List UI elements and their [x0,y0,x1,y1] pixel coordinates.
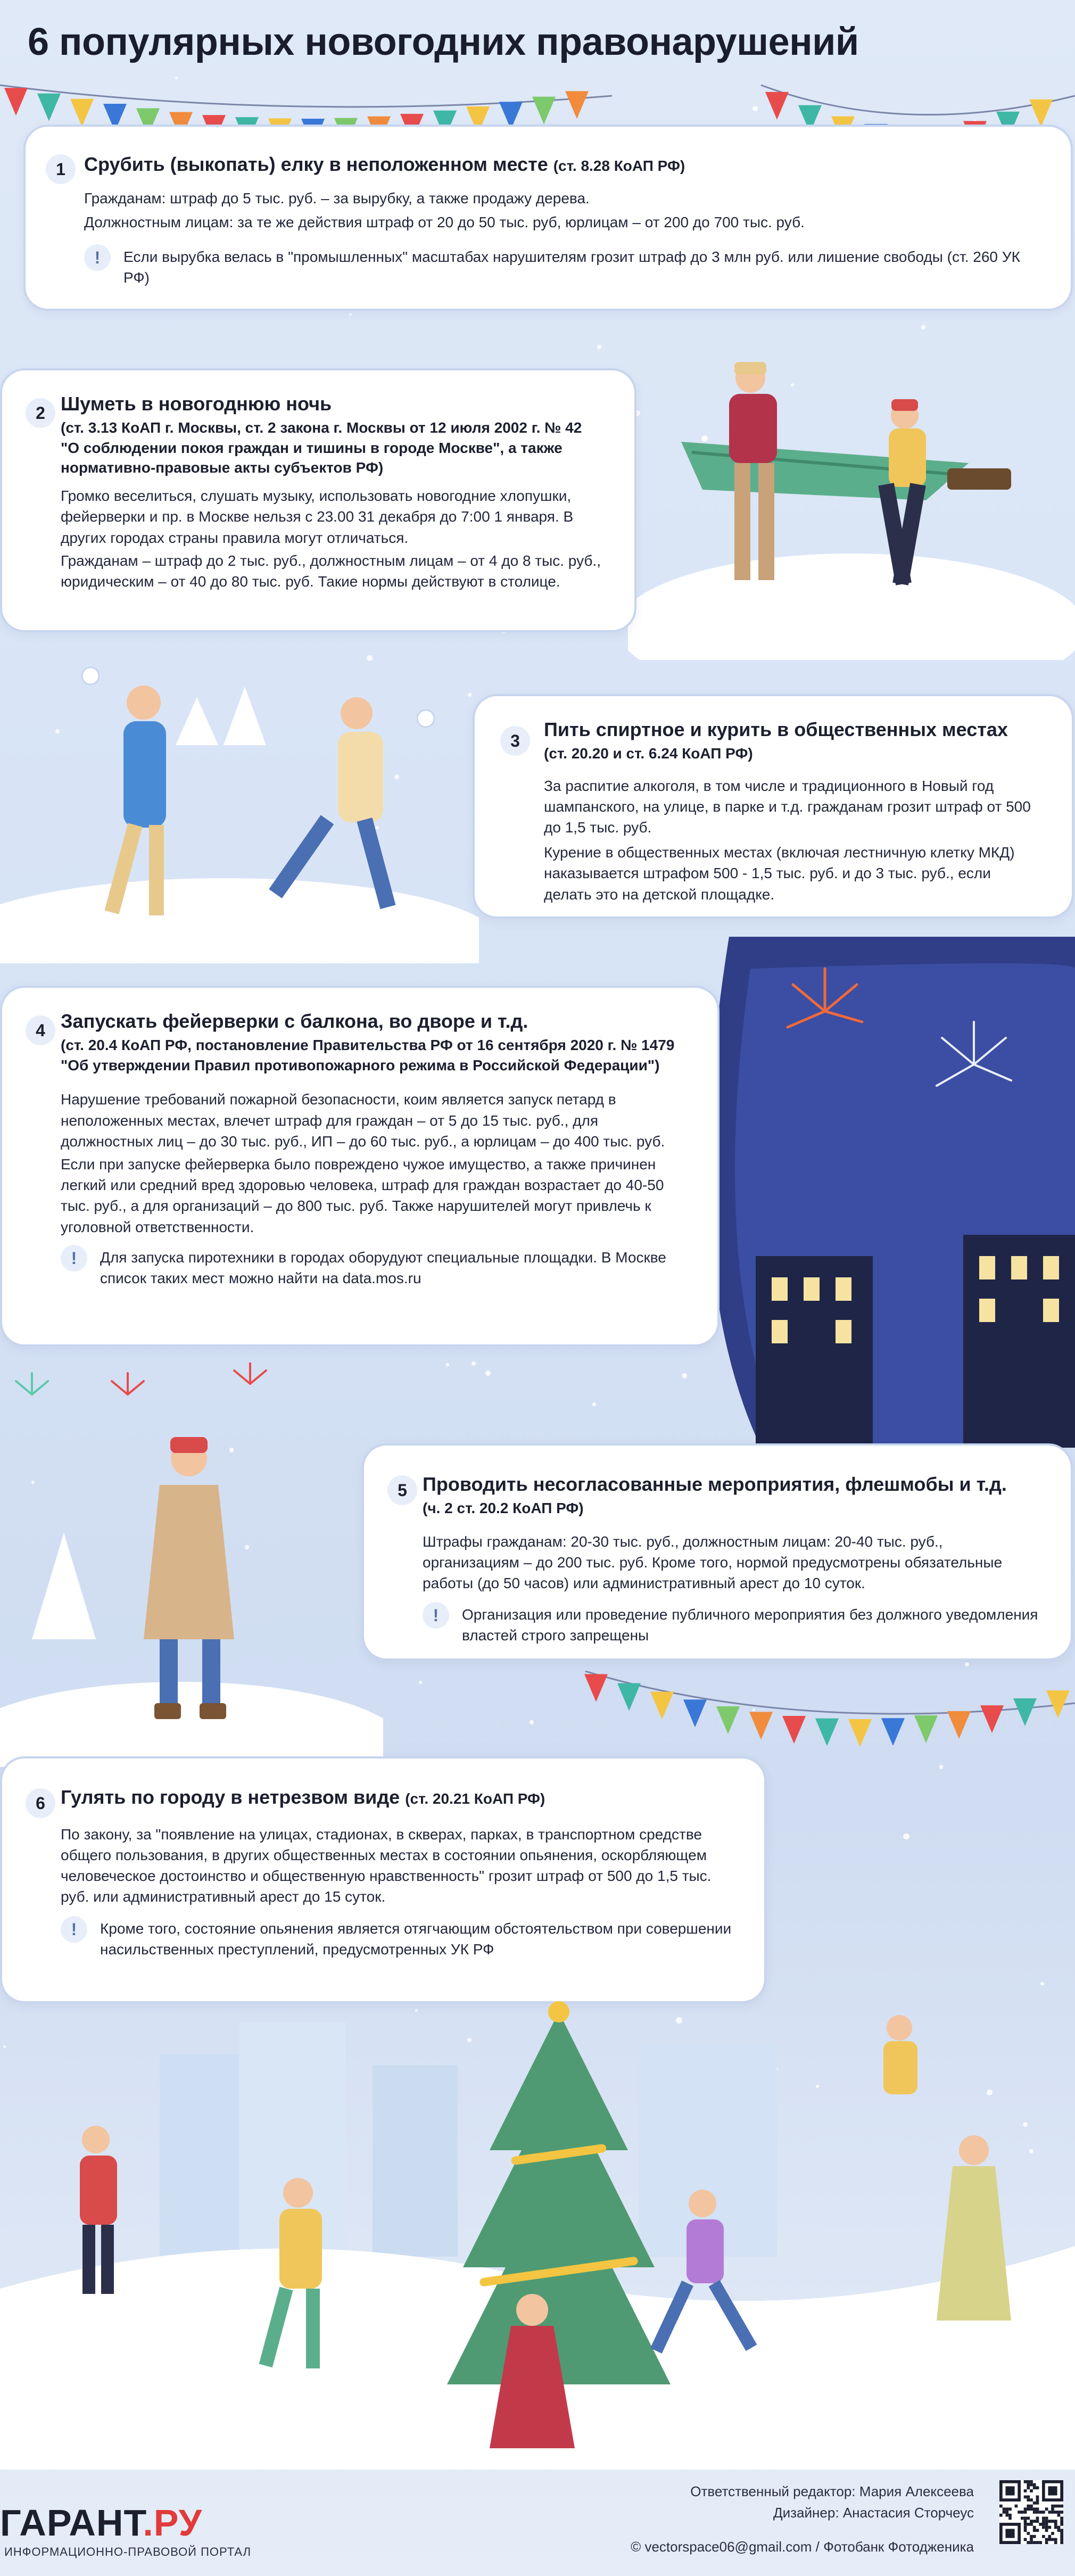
garland-flag [70,99,94,127]
item-text: Должностным лицам: за те же действия штраф от 20 до 50 тыс. руб, юрлицам – от 200 до 700 тыс. руб. [84,213,805,230]
garland-flag [37,94,61,121]
garland-flag [848,1719,872,1747]
garland-flag [881,1718,905,1746]
qr-code-icon[interactable] [999,2480,1063,2544]
item-text: Гражданам – штраф до 2 тыс. руб., должностным лицам – от 4 до 8 тыс. руб., юридическим – от 40 до 80 тыс. руб. Такие нормы действуют в столице. [61,552,601,590]
snowflake [592,1402,596,1406]
item-reference: (ст. 20.4 КоАП РФ, постановление Правительства РФ от 16 сентября 2020 г. № 1479 "Об утверждении Правил противопожарного режима в Российской Федерации") [61,1036,675,1074]
illustration-tree-carriers [628,330,1075,660]
item-card-6 [0,1756,766,2003]
garland-flag [980,1705,1004,1733]
illustration-sparklers [0,1363,383,1767]
item-text: Курение в общественных местах (включая лестничную клетку МКД) наказывается штрафом 500 - 1,5 тыс. руб. и до 3 тыс. руб., если делать это на детской площадке. [544,844,1015,903]
garant-logo[interactable]: ГАРАНТ.РУ [0,2502,203,2544]
item-note: ! Для запуска пиротехники в городах оборудуют специальные площадки. В Москве список таких мест можно найти на data.mos.ru [61,1245,685,1289]
illustration-snowball-fight [0,644,479,963]
snowflake [530,1720,533,1724]
item-card-1 [23,125,1073,311]
logo-tagline: ИНФОРМАЦИОННО-ПРАВОВОЙ ПОРТАЛ [4,2545,252,2558]
snowflake [349,313,352,316]
item-number: 6 [26,1788,55,1818]
snowflake [903,1834,909,1840]
garland-flag [716,1706,740,1734]
snowflake [446,1363,449,1366]
item-card-2 [0,368,636,632]
snowflake [965,1662,969,1666]
item-number: 2 [26,398,55,428]
snowflake [752,106,757,111]
item-title: Проводить несогласованные мероприятия, флешмобы и т.д. [423,1473,1007,1495]
snowflake [419,1681,422,1684]
item-title: Пить спиртное и курить в общественных местах [544,719,1008,740]
snowflake [921,325,925,329]
snowflake [972,120,977,125]
garland-flag [815,1719,839,1746]
garland-flag [683,1699,707,1727]
garland-flag [650,1692,674,1720]
illustration-city-celebration [0,1991,1075,2470]
garland-flag [565,91,589,119]
item-number: 3 [500,726,530,756]
snowflake [597,345,601,349]
item-text: Штрафы гражданам: 20-30 тыс. руб., должностным лицам: 20-40 тыс. руб., организациям – до 200 тыс. руб. Кроме того, нормой предусмотрены обязательные работы (до 50 часов) или административный арест до 10 суток. [423,1533,1003,1591]
snowflake [485,1370,491,1376]
exclamation-icon: ! [84,244,111,271]
exclamation-icon: ! [423,1602,449,1629]
item-card-5 [362,1443,1073,1661]
item-note: ! Организация или проведение публичного мероприятия без должного уведомления властей строго запрещены [423,1602,1039,1646]
garland-flag [1046,1690,1070,1718]
snowflake [939,1765,944,1769]
footer-editor: Ответственный редактор: Мария Алексеева [690,2483,974,2499]
garland-flag [782,1716,806,1744]
item-text: Если при запуске фейерверка было повреждено чужое имущество, а также причинен легкий или средний вред здоровью человека, штраф для граждан возрастает до 40-50 тыс. руб., а для организаций – до 800 тыс. руб. Также нарушителей могут привлечь к уголовной ответственности. [61,1155,664,1235]
item-text: Нарушение требований пожарной безопасности, коим является запуск петард в неположенных местах, влечет штраф для граждан – от 5 до 15 тыс. руб., для должностных лиц – до 30 тыс. руб., ИП – до 60 тыс. руб., а юрлицам – до 400 тыс. руб. [61,1091,665,1150]
garland-flag [532,97,556,125]
snowflake [1040,1982,1044,1986]
garland-flag [765,92,789,120]
item-title: Шуметь в новогоднюю ночь [61,393,332,415]
illustration-fireworks-city [665,937,1075,1448]
item-note: ! Если вырубка велась в "промышленных" масштабах нарушителям грозит штраф до 3 млн руб. или лишение свободы (ст. 260 УК РФ) [84,244,1039,288]
exclamation-icon: ! [61,1916,87,1943]
snowflake [175,77,178,79]
footer-credits: © vectorspace06@gmail.com / Фотобанк Фотодженика [631,2539,974,2555]
snowflake [472,1361,476,1366]
item-text: Громко веселиться, слушать музыку, использовать новогодние хлопушки, фейерверки и пр. в Москве нельзя с 23.00 31 декабря до 7:00 1 января. В других городах страны правила могут отличаться. [61,488,574,546]
garland-flag [4,88,28,115]
footer-designer: Дизайнер: Анастасия Сторчеус [773,2505,974,2521]
item-title: Срубить (выкопать) елку в неположенном месте (ст. 8.28 КоАП РФ) [84,153,685,175]
item-title: Гулять по городу в нетрезвом виде (ст. 20.21 КоАП РФ) [61,1786,545,1808]
exclamation-icon: ! [61,1245,87,1272]
page-title: 6 популярных новогодних правонарушений [28,21,859,63]
item-title: Запускать фейерверки с балкона, во дворе и т.д. [61,1010,528,1032]
garland-flag [584,1674,608,1702]
item-card-3 [473,694,1074,919]
garland-flag [947,1711,971,1739]
item-reference: (ч. 2 ст. 20.2 КоАП РФ) [423,1499,584,1516]
item-number: 1 [46,154,76,184]
garland-flag [1029,100,1053,127]
item-text: Гражданам: штраф до 5 тыс. руб. – за вырубку, а также продажу дерева. [84,189,590,207]
garland-flag [617,1683,641,1711]
item-text: По закону, за "появление на улицах, стадионах, в скверах, парках, в транспортном средстве общего пользования, в других общественных местах в состоянии опьянения, оскорбляющем человеческое достоинство и общественную нравственность" грозит штраф от 500 до 1,5 тыс. руб. или административный арест до 15 суток. [61,1826,712,1905]
item-reference: (ст. 3.13 КоАП г. Москвы, ст. 2 закона г. Москвы от 12 июля 2002 г. № 42 "О соблюдении покоя граждан и тишины в городе Москве", а также нормативно-правовые акты субъектов РФ) [61,419,582,476]
garland-flag [914,1715,938,1743]
item-note: ! Кроме того, состояние опьянения является отягчающим обстоятельством при совершении насильственных преступлений, предусмотренных УК РФ [61,1916,732,1960]
item-text: За распитие алкоголя, в том числе и традиционного в Новый год шампанского, на улице, в парке и т.д. гражданам грозит штраф от 500 до 1,5 тыс. руб. [544,777,1031,836]
garland-flag [1013,1698,1037,1726]
item-number: 5 [387,1475,417,1505]
item-card-4 [0,986,720,1347]
snowflake [752,1708,755,1711]
garland-flag [749,1712,773,1739]
item-number: 4 [26,1015,55,1045]
item-reference: (ст. 20.20 и ст. 6.24 КоАП РФ) [544,745,753,762]
